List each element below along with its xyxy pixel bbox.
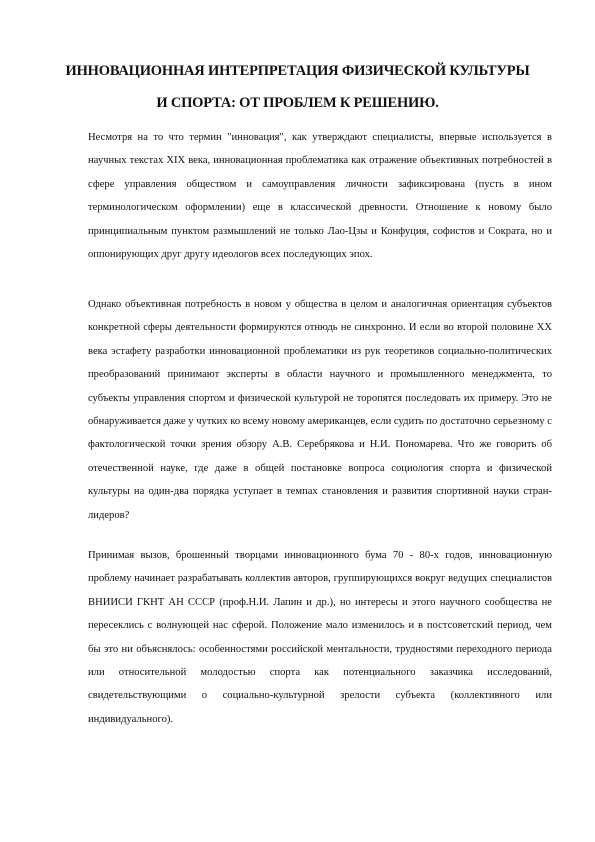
paragraph: Принимая вызов, брошенный творцами инновационного бума 70 - 80-х годов, инновационную проблему начинает разрабатывать коллектив авторов, группирующихся вокруг ведущих специалистов ВНИИСИ ГКНТ АН СССР (проф.Н.И. Лапин и др.), но интересы и этого научного сообщества не пересеклись с волнующей нас сферой. Положение мало изменилось и в постсоветский период, чем бы это ни объяснялось: особенностями российской ментальности, трудностями переходного периода или относительной молодостью спорта как потенциального заказчика исследований, свидетельствующими о социально-культурной зрелости субъекта (коллективного или индивидуального). [88,550,552,725]
paragraph: Однако объективная потребность в новом у общества в целом и аналогичная ориентация субъектов конкретной сферы деятельности формируются отнюдь не синхронно. И если во второй половине XX века эстафету разработки инновационной проблематики из рук теоретиков социально-политических преобразований принимают эксперты в области научного и промышленного менеджмента, то субъекты управления спортом и физической культурой не торопятся последовать их примеру. Это не обнаруживается даже у чутких ко всему новому американцев, если судить по достаточно серьезному с фактологической точки зрения обзору А.В. Серебрякова и Н.И. Пономарева. Что же говорить об отечественной науке, где даже в общей постановке вопроса социология спорта и физической культуры на один-два порядка уступает в темпах становления и развития спортивной науки стран-лидеров? [88,299,552,521]
paragraph: Несмотря на то что термин "инновация", как утверждают специалисты, впервые используется в научных текстах XIX века, инновационная проблематика как отражение объективных потребностей в сфере управления обществом и самоуправления личности зафиксирована (пусть в ином терминологическом оформлении) еще в классической древности. Отношение к новому было принципиальным пунктом размышлений не только Лао-Цзы и Конфуция, софистов и Сократа, но и оппонирующих друг другу идеологов всех последующих эпох. [88,132,552,261]
document-title: ИННОВАЦИОННАЯ ИНТЕРПРЕТАЦИЯ ФИЗИЧЕСКОЙ КУЛЬТУРЫ И СПОРТА: ОТ ПРОБЛЕМ К РЕШЕНИЮ. [65,63,530,111]
